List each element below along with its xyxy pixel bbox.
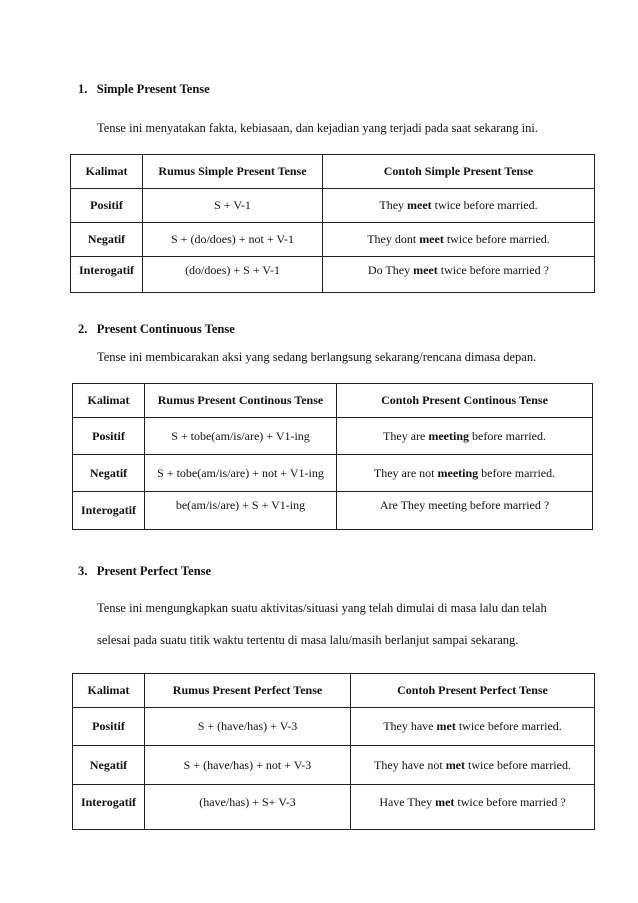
header-contoh: Contoh Present Continous Tense xyxy=(337,384,593,418)
row-formula: (have/has) + S+ V-3 xyxy=(145,785,351,830)
row-formula: S + tobe(am/is/are) + not + V1-ing xyxy=(145,455,337,492)
table-row xyxy=(71,189,595,223)
table-row xyxy=(73,746,595,785)
row-formula: S + tobe(am/is/are) + V1-ing xyxy=(145,418,337,455)
table-row xyxy=(71,257,595,293)
table-header-row xyxy=(73,674,595,708)
section-title: Present Perfect Tense xyxy=(96,564,212,578)
row-label: Positif xyxy=(73,418,145,455)
section-2-table xyxy=(72,383,593,530)
header-rumus: Rumus Present Continous Tense xyxy=(145,384,337,418)
row-label: Negatif xyxy=(71,223,143,257)
section-3-description-line-1: Tense ini mengungkapkan suatu aktivitas/situasi yang telah dimulai di masa lalu dan telah xyxy=(97,601,547,615)
section-2-heading xyxy=(78,322,235,337)
table-row xyxy=(71,223,595,257)
section-title: Simple Present Tense xyxy=(96,82,210,96)
section-3-table xyxy=(72,673,595,830)
header-contoh: Contoh Present Perfect Tense xyxy=(351,674,595,708)
section-number: 1. xyxy=(78,82,88,96)
row-formula: S + (do/does) + not + V-1 xyxy=(143,223,323,257)
row-label: Interogatif xyxy=(71,257,143,293)
header-rumus: Rumus Simple Present Tense xyxy=(143,155,323,189)
row-example: They meet twice before married. xyxy=(323,189,595,223)
table-header-row xyxy=(73,384,593,418)
header-kalimat: Kalimat xyxy=(73,384,145,418)
row-example: They are meeting before married. xyxy=(337,418,593,455)
row-example: Do They meet twice before married ? xyxy=(323,257,595,293)
section-title: Present Continuous Tense xyxy=(96,322,235,336)
section-number: 2. xyxy=(78,322,88,336)
section-3-heading xyxy=(78,564,211,579)
row-example: They have not met twice before married. xyxy=(351,746,595,785)
row-formula: be(am/is/are) + S + V1-ing xyxy=(145,492,337,530)
table-header-row xyxy=(71,155,595,189)
row-label: Positif xyxy=(71,189,143,223)
section-1-table xyxy=(70,154,595,293)
row-example: They have met twice before married. xyxy=(351,708,595,746)
table-row xyxy=(73,785,595,830)
table-row xyxy=(73,708,595,746)
header-contoh: Contoh Simple Present Tense xyxy=(323,155,595,189)
row-label: Positif xyxy=(73,708,145,746)
row-example: Have They met twice before married ? xyxy=(351,785,595,830)
table-row xyxy=(73,492,593,530)
section-1-description: Tense ini menyatakan fakta, kebiasaan, dan kejadian yang terjadi pada saat sekarang ini. xyxy=(97,121,538,135)
row-label: Negatif xyxy=(73,746,145,785)
table-row xyxy=(73,455,593,492)
row-label: Interogatif xyxy=(73,785,145,830)
section-1-heading xyxy=(78,82,210,97)
header-kalimat: Kalimat xyxy=(73,674,145,708)
row-formula: S + (have/has) + V-3 xyxy=(145,708,351,746)
row-formula: S + (have/has) + not + V-3 xyxy=(145,746,351,785)
section-3-description-line-2: selesai pada suatu titik waktu tertentu di masa lalu/masih berlanjut sampai sekarang. xyxy=(97,633,519,647)
section-2-description: Tense ini membicarakan aksi yang sedang berlangsung sekarang/rencana dimasa depan. xyxy=(97,350,537,364)
row-label: Interogatif xyxy=(73,492,145,530)
table-row xyxy=(73,418,593,455)
header-kalimat: Kalimat xyxy=(71,155,143,189)
row-label: Negatif xyxy=(73,455,145,492)
row-example: Are They meeting before married ? xyxy=(337,492,593,530)
row-formula: S + V-1 xyxy=(143,189,323,223)
row-example: They dont meet twice before married. xyxy=(323,223,595,257)
header-rumus: Rumus Present Perfect Tense xyxy=(145,674,351,708)
row-example: They are not meeting before married. xyxy=(337,455,593,492)
row-formula: (do/does) + S + V-1 xyxy=(143,257,323,293)
section-number: 3. xyxy=(78,564,88,578)
